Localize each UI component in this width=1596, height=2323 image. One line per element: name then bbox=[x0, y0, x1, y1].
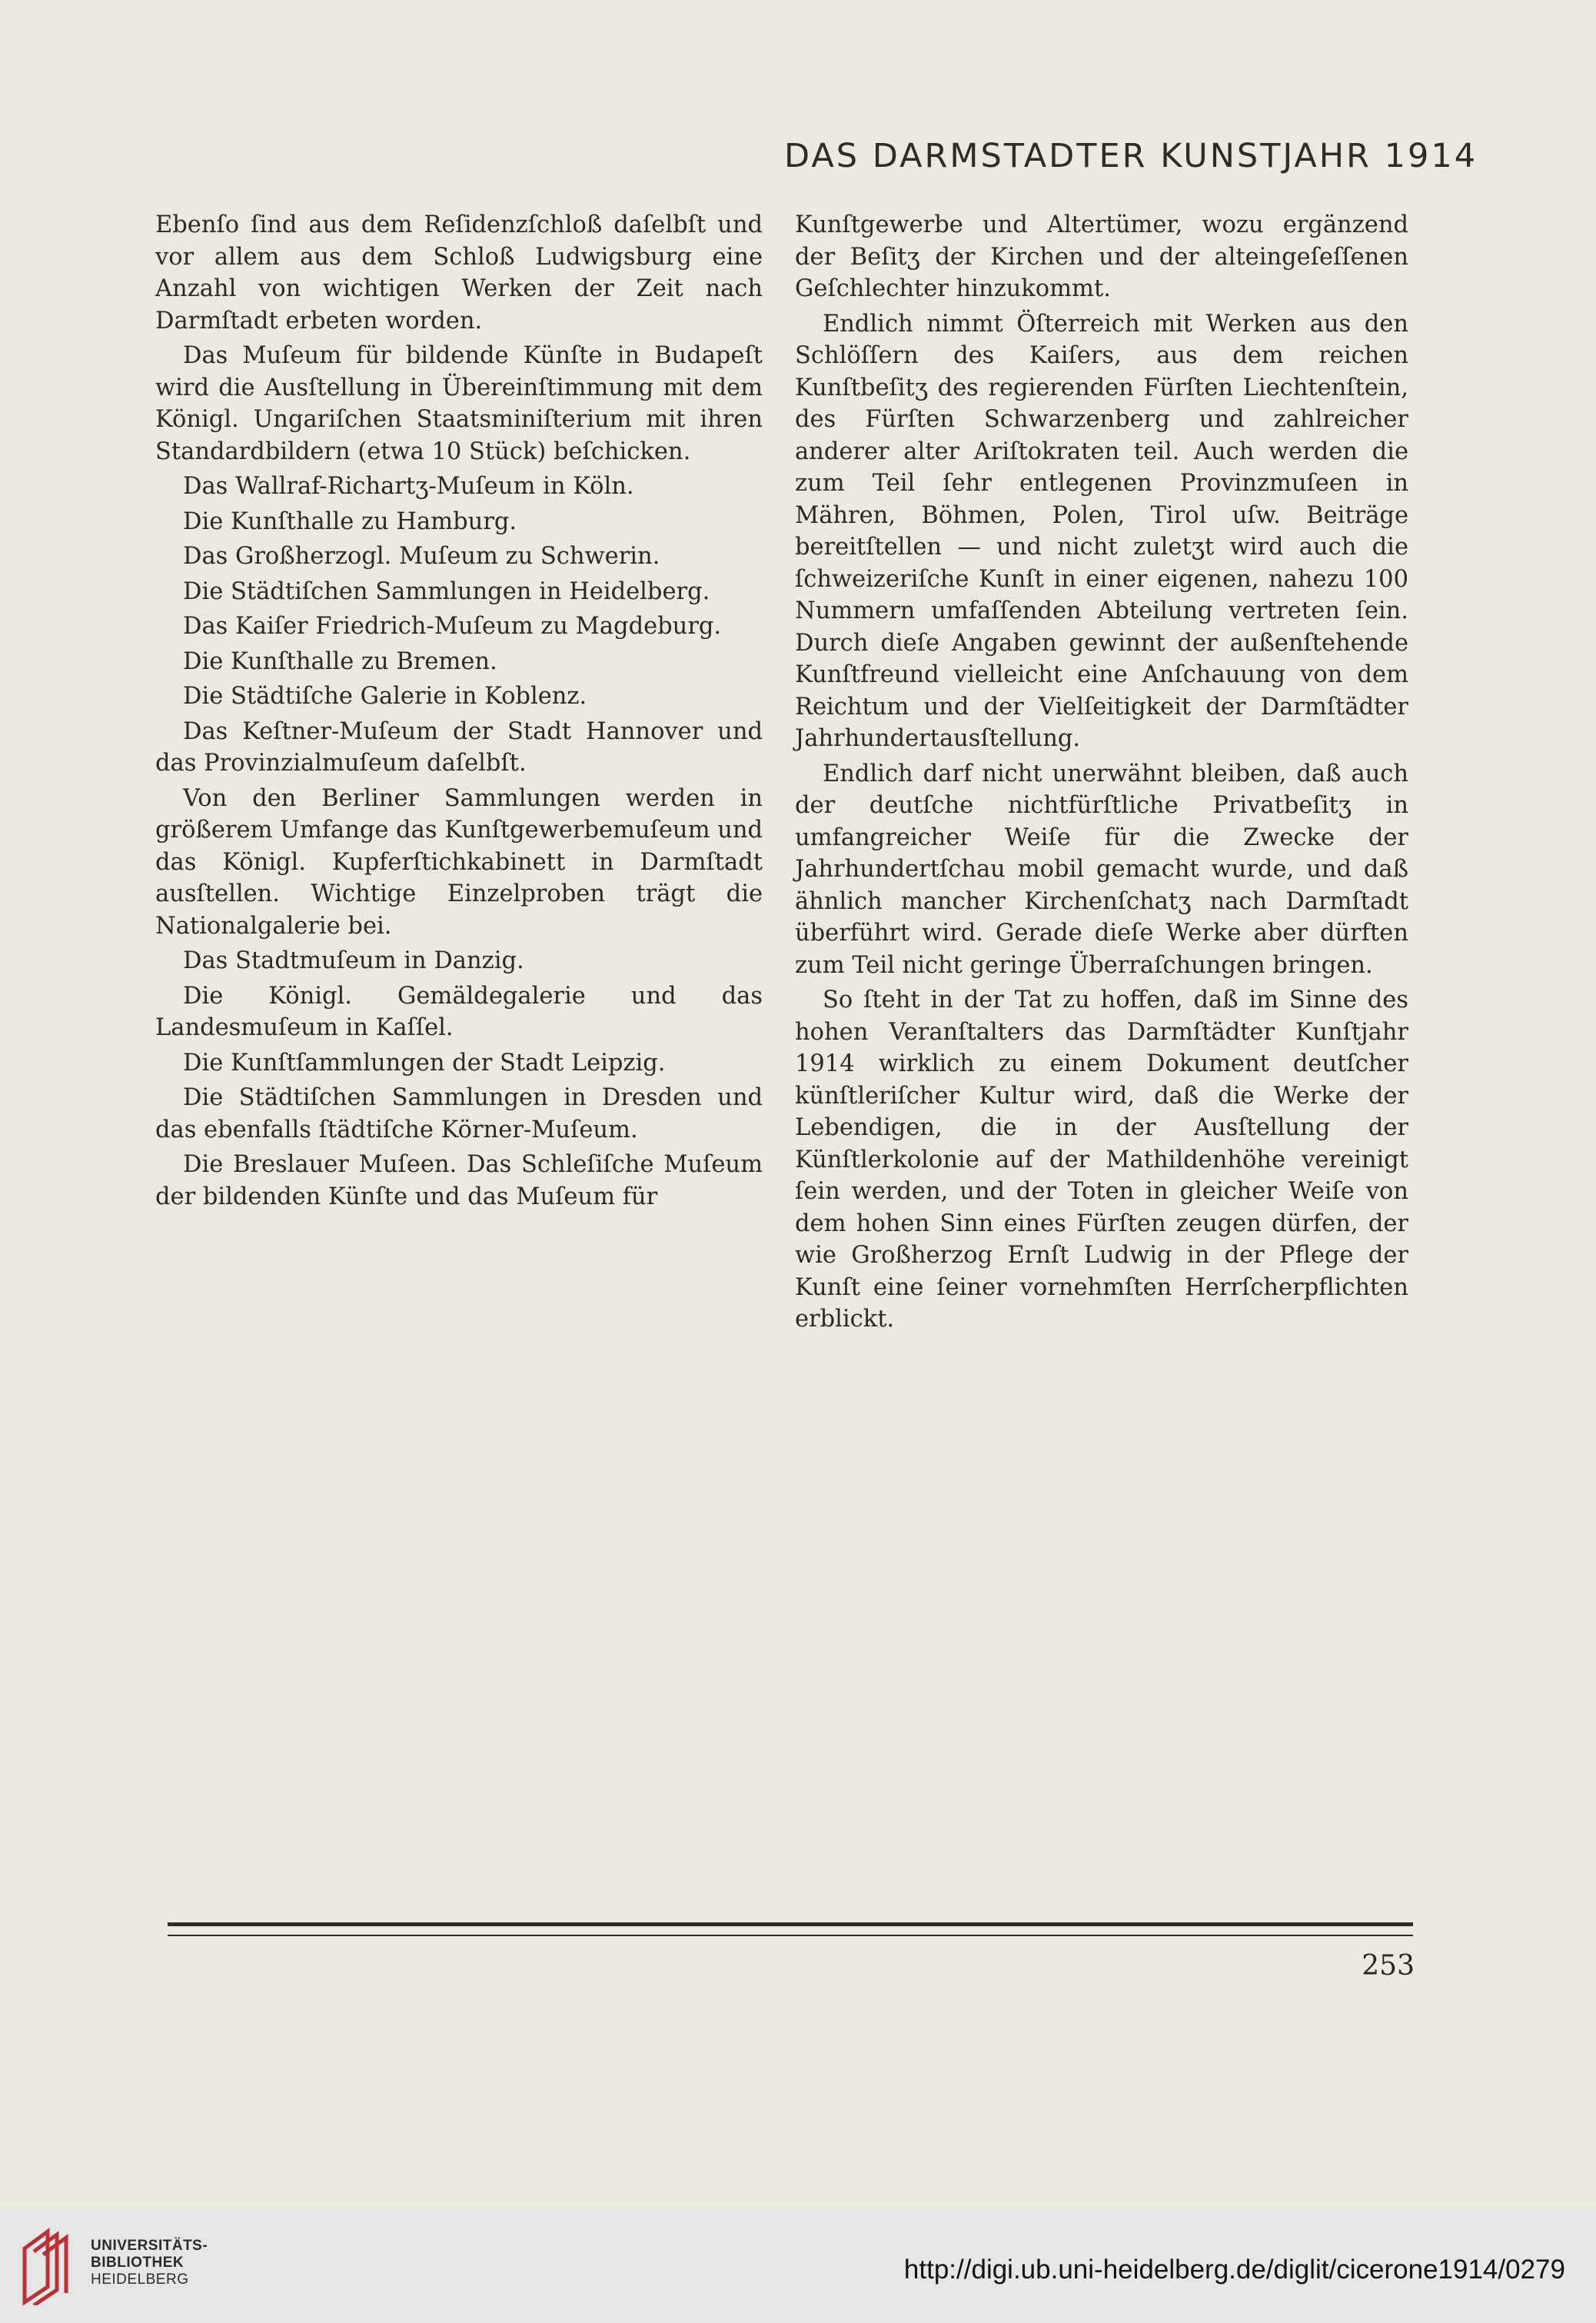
source-url-link[interactable]: http://digi.ub.uni-heidelberg.de/diglit/cicerone1914/0279 bbox=[903, 2255, 1565, 2285]
library-name-line: UNIVERSITÄTS- bbox=[91, 2238, 208, 2254]
paragraph: Die Königl. Gemäldegalerie und das Landesmuſeum in Kaſſel. bbox=[155, 982, 763, 1041]
left-text-column bbox=[155, 209, 763, 1216]
page-number: 253 bbox=[1362, 1950, 1415, 1982]
right-text-column bbox=[795, 209, 1408, 1339]
paragraph: Das Keſtner-Muſeum der Stadt Hannover und das Provinzialmuſeum daſelbſt. bbox=[155, 717, 763, 777]
paragraph: Ebenſo ſind aus dem Reſidenzſchloß daſelbſt und vor allem aus dem Schloß Ludwigsburg eine Anzahl von wichtigen Werken der Zeit nach Darmſtadt erbeten worden. bbox=[155, 211, 763, 334]
paragraph: Endlich darf nicht unerwähnt bleiben, daß auch der deutſche nichtfürſtliche Privatbeſitʒ in umfangreicher Weiſe für die Zwecke der Jahrhundertſchau mobil gemacht wurde, und daß ähnlich mancher Kirchenſchatʒ nach Darmſtadt überführt wird. Gerade dieſe Werke aber dürften zum Teil nicht geringe Überraſchungen bringen. bbox=[795, 760, 1408, 979]
paragraph: Die Städtiſchen Sammlungen in Dresden und das ebenfalls ſtädtiſche Körner-Muſeum. bbox=[155, 1084, 763, 1143]
paragraph: Die Kunſthalle zu Bremen. bbox=[183, 647, 497, 675]
paragraph: Kunſtgewerbe und Altertümer, wozu ergänzend der Beſitʒ der Kirchen und der alteingeſeſſenen Geſchlechter hinzukommt. bbox=[795, 211, 1408, 302]
paragraph: Endlich nimmt Öſterreich mit Werken aus den Schlöſſern des Kaiſers, aus dem reichen Kunſtbeſitʒ des regierenden Fürſten Liechtenſtein, des Fürſten Schwarzenberg und zahlreicher anderer alter Ariſtokraten teil. Auch werden die zum Teil ſehr entlegenen Provinzmuſeen in Mähren, Böhmen, Polen, Tirol uſw. Beiträge bereitſtellen — und nicht zuletʒt wird auch die ſchweizeriſche Kunſt in einer eigenen, nahezu 100 Nummern umfaſſenden Abteilung vertreten ſein. Durch dieſe Angaben gewinnt der außenſtehende Kunſtfreund vielleicht eine Anſchauung von dem Reichtum und der Vielſeitigkeit der Darmſtädter Jahrhundertausſtellung. bbox=[795, 310, 1408, 752]
paragraph: Die Breslauer Muſeen. Das Schleſiſche Muſeum der bildenden Künſte und das Muſeum für bbox=[155, 1151, 763, 1210]
paragraph: Die Kunſtſammlungen der Stadt Leipzig. bbox=[183, 1049, 666, 1077]
library-logo-icon bbox=[17, 2225, 80, 2305]
library-name-line: BIBLIOTHEK bbox=[91, 2255, 185, 2271]
footer-rule-thick bbox=[168, 1922, 1413, 1926]
paragraph: So ſteht in der Tat zu hoffen, daß im Sinne des hohen Veranſtalters das Darmſtädter Kunſtjahr 1914 wirklich zu einem Dokument deutſcher künſtleriſcher Kultur wird, daß die Werke der Lebendigen, die in der Ausſtellung der Künſtlerkolonie auf der Mathildenhöhe vereinigt ſein werden, und der Toten in gleicher Weiſe von dem hohen Sinn eines Fürſten zeugen dürfen, der wie Großherzog Ernſt Ludwig in der Pflege der Kunſt eine ſeiner vornehmſten Herrſcherpflichten erblickt. bbox=[795, 987, 1408, 1333]
paragraph: Das Großherzogl. Muſeum zu Schwerin. bbox=[183, 543, 660, 570]
running-title: DAS DARMSTADTER KUNSTJAHR 1914 bbox=[784, 137, 1478, 175]
paragraph: Das Muſeum für bildende Künſte in Budapeſt wird die Ausſtellung in Übereinſtimmung mit dem Königl. Ungariſchen Staatsminiſterium mit ihren Standardbildern (etwa 10 Stück) beſchicken. bbox=[155, 342, 763, 465]
library-name-line: HEIDELBERG bbox=[91, 2271, 189, 2288]
library-name bbox=[91, 2238, 208, 2288]
paragraph: Die Städtiſchen Sammlungen in Heidelberg. bbox=[183, 577, 710, 605]
footer-rule-thin bbox=[168, 1935, 1413, 1936]
paragraph: Das Wallraf-Richartʒ-Muſeum in Köln. bbox=[183, 473, 634, 500]
paragraph: Von den Berliner Sammlungen werden in größerem Umfange das Kunſtgewerbemuſeum und das Königl. Kupferſtichkabinett in Darmſtadt ausſtellen. Wichtige Einzelproben trägt die Nationalgalerie bei. bbox=[155, 784, 763, 940]
paragraph: Die Städtiſche Galerie in Koblenz. bbox=[183, 683, 587, 710]
paragraph: Die Kunſthalle zu Hamburg. bbox=[183, 508, 517, 535]
paragraph: Das Stadtmuſeum in Danzig. bbox=[183, 947, 524, 974]
paragraph: Das Kaiſer Friedrich-Muſeum zu Magdeburg. bbox=[183, 613, 722, 640]
